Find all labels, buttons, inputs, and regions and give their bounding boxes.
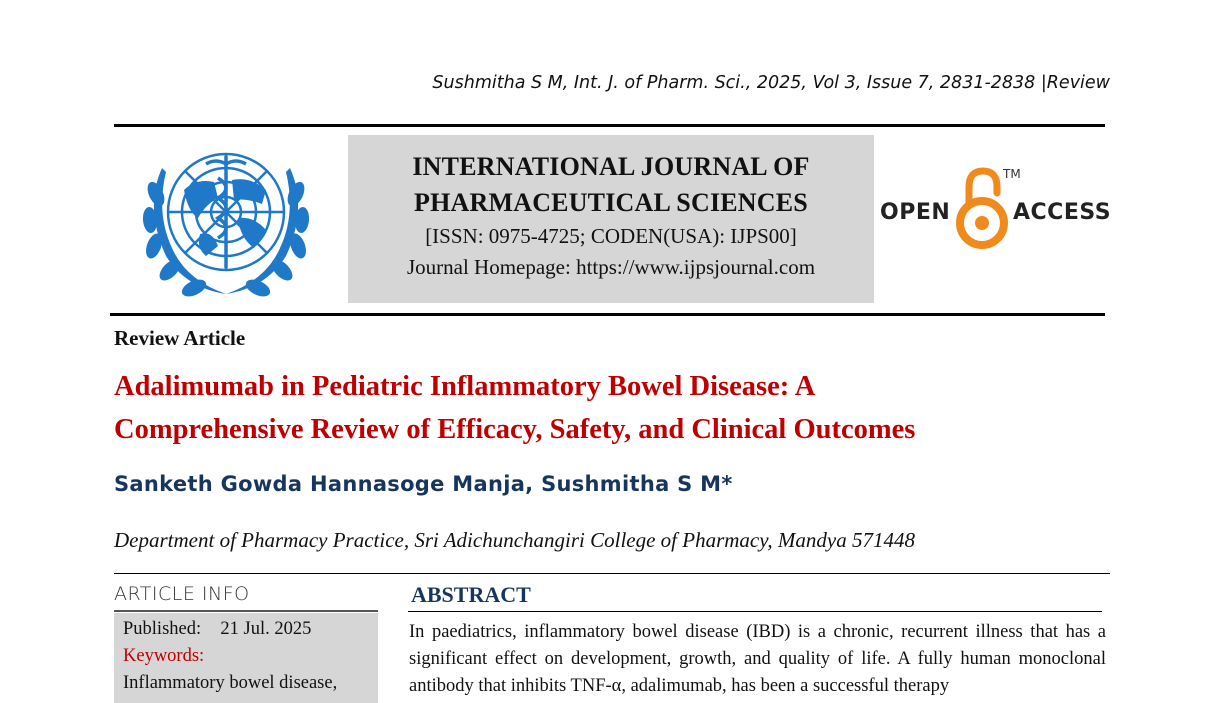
published-label: Published: bbox=[123, 619, 202, 639]
journal-name-line2: PHARMACEUTICAL SCIENCES bbox=[414, 188, 808, 217]
abstract-rule bbox=[408, 611, 1102, 612]
published-row bbox=[123, 616, 378, 643]
section-divider bbox=[114, 573, 1110, 574]
abstract-heading: ABSTRACT bbox=[411, 582, 531, 607]
un-style-emblem-with-caduceus-icon bbox=[126, 138, 326, 306]
header-rule-top bbox=[114, 124, 1105, 127]
journal-name bbox=[348, 149, 874, 221]
header-rule-bottom bbox=[110, 313, 1105, 316]
journal-name-line1: INTERNATIONAL JOURNAL OF bbox=[412, 152, 810, 181]
running-header: Sushmitha S M, Int. J. of Pharm. Sci., 2025, Vol 3, Issue 7, 2831-2838 |Review bbox=[432, 73, 1110, 93]
article-type: Review Article bbox=[114, 326, 246, 350]
keywords-label: Keywords: bbox=[123, 646, 205, 666]
journal-banner bbox=[348, 135, 874, 303]
author-list: Sanketh Gowda Hannasoge Manja, Sushmitha S M* bbox=[114, 472, 733, 496]
article-title bbox=[114, 365, 1114, 451]
open-access-logo bbox=[880, 163, 1110, 253]
article-info-rule bbox=[114, 610, 378, 612]
article-info-box bbox=[114, 613, 378, 703]
published-date: 21 Jul. 2025 bbox=[220, 619, 312, 639]
keywords-text: Inflammatory bowel disease, bbox=[123, 673, 338, 693]
article-info-heading: ARTICLE INFO bbox=[114, 583, 250, 605]
abstract-text: In paediatrics, inflammatory bowel disease (IBD) is a chronic, recurrent illness that has a significant effect on development, growth, and quality of life. A fully human monoclonal antibody that inhibits TNF-α, adalimumab, has been a successful therapy bbox=[409, 622, 1106, 696]
journal-issn: [ISSN: 0975-4725; CODEN(USA): IJPS00] bbox=[425, 224, 797, 248]
open-access-word-right: ACCESS bbox=[1013, 200, 1112, 225]
journal-homepage[interactable]: Journal Homepage: https://www.ijpsjournal.com bbox=[406, 255, 816, 279]
article-title-line1: Adalimumab in Pediatric Inflammatory Bowel Disease: A bbox=[114, 371, 816, 402]
open-access-word-left: OPEN bbox=[880, 200, 951, 225]
article-title-line2: Comprehensive Review of Efficacy, Safety, and Clinical Outcomes bbox=[114, 414, 916, 445]
open-lock-icon bbox=[955, 165, 1009, 251]
trademark-mark: TM bbox=[1003, 167, 1021, 181]
affiliation: Department of Pharmacy Practice, Sri Adichunchangiri College of Pharmacy, Mandya 571448 bbox=[114, 528, 915, 552]
